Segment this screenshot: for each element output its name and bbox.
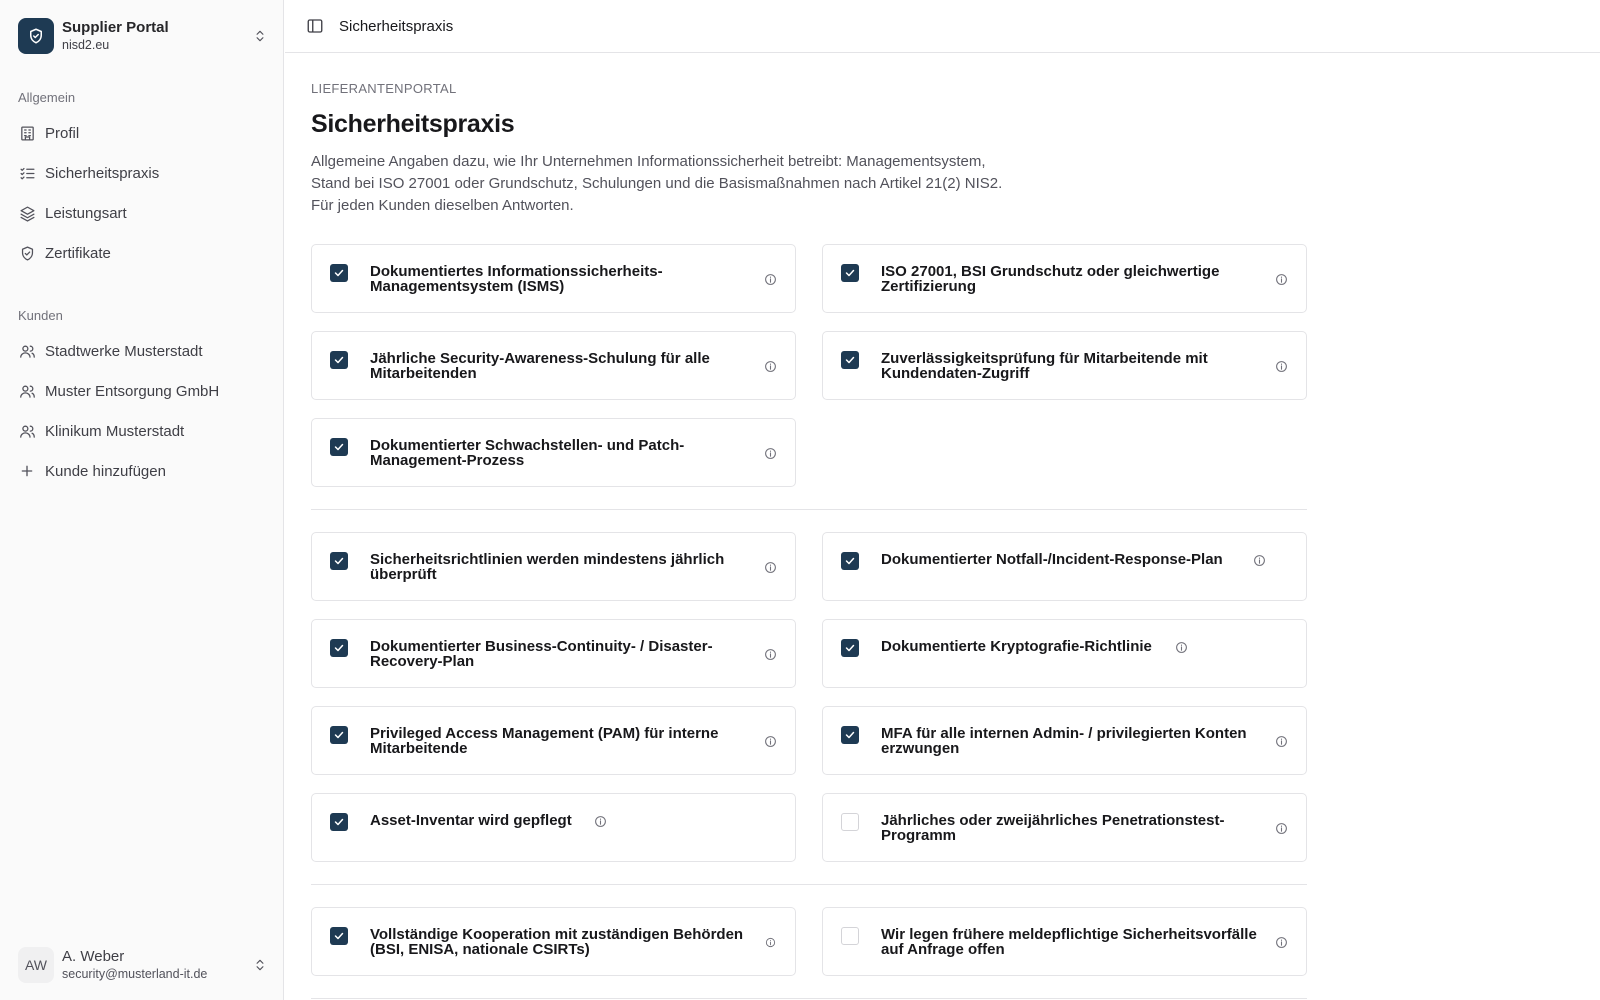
practice-checkbox-awareness[interactable]	[311, 331, 796, 400]
practice-checkbox-policy-review[interactable]	[311, 532, 796, 601]
practice-label: Dokumentiertes Informationssicherheits-Managementsystem (ISMS)	[370, 263, 663, 295]
practice-label: Zuverlässigkeitsprüfung für Mitarbeitende mit Kundendaten-Zugriff	[881, 350, 1208, 382]
sidebar-item-sicherheitspraxis[interactable]	[10, 156, 272, 190]
checkbox-unchecked-icon[interactable]	[841, 927, 859, 945]
info-icon[interactable]	[763, 935, 777, 949]
shield-logo-icon	[18, 18, 54, 54]
users-icon	[18, 422, 36, 440]
info-icon[interactable]	[763, 272, 777, 286]
info-icon[interactable]	[763, 647, 777, 661]
checkbox-unchecked-icon[interactable]	[841, 813, 859, 831]
workspace-switcher[interactable]	[18, 17, 268, 55]
checkbox-checked-icon[interactable]	[330, 438, 348, 456]
practice-checkbox-screening[interactable]	[822, 331, 1307, 400]
info-icon[interactable]	[1274, 359, 1288, 373]
sidebar-item-klinikum-musterstadt[interactable]	[10, 414, 272, 448]
practice-checkbox-crypto-policy[interactable]	[822, 619, 1307, 688]
description-line: Allgemeine Angaben dazu, wie Ihr Unternehmen Informationssicherheit betreibt: Managementsystem,	[311, 153, 986, 170]
chevrons-up-down-icon	[252, 957, 268, 973]
sidebar-item-stadtwerke-musterstadt[interactable]	[10, 334, 272, 368]
users-icon	[18, 342, 36, 360]
practice-label: Dokumentierter Business-Continuity- / Disaster-Recovery-Plan	[370, 638, 713, 670]
sidebar-item-label: Sicherheitspraxis	[45, 164, 160, 182]
checkbox-checked-icon[interactable]	[330, 639, 348, 657]
info-icon[interactable]	[763, 359, 777, 373]
practice-checkbox-authority-cooperation[interactable]	[311, 907, 796, 976]
checkbox-checked-icon[interactable]	[841, 552, 859, 570]
group-label-customers: Kunden	[18, 308, 63, 323]
info-icon[interactable]	[763, 734, 777, 748]
checkbox-checked-icon[interactable]	[841, 639, 859, 657]
sidebar-item-profil[interactable]	[10, 116, 272, 150]
practice-label: Vollständige Kooperation mit zuständigen Behörden (BSI, ENISA, nationale CSIRTs)	[370, 926, 744, 958]
practice-label: Asset-Inventar wird gepflegt	[370, 812, 572, 829]
practice-checkbox-pentest[interactable]	[822, 793, 1307, 862]
sidebar-toggle-icon[interactable]	[304, 15, 326, 37]
page-title: Sicherheitspraxis	[311, 110, 515, 138]
sidebar-item-label: Leistungsart	[45, 204, 127, 222]
practice-checkbox-incident-response[interactable]	[822, 532, 1307, 601]
page-eyebrow: LIEFERANTENPORTAL	[311, 81, 457, 96]
info-icon[interactable]	[1174, 640, 1188, 654]
sidebar-item-zertifikate[interactable]	[10, 236, 272, 270]
practice-label: MFA für alle internen Admin- / privilegierten Konten erzwungen	[881, 725, 1247, 757]
sidebar-item-muster-entsorgung[interactable]	[10, 374, 272, 408]
practice-checkbox-bcm-dr[interactable]	[311, 619, 796, 688]
practice-checkbox-patch-management[interactable]	[311, 418, 796, 487]
sidebar-item-label: Kunde hinzufügen	[45, 462, 166, 480]
sidebar-item-label: Profil	[45, 124, 80, 142]
info-icon[interactable]	[1274, 734, 1288, 748]
checkbox-checked-icon[interactable]	[841, 351, 859, 369]
practice-checkbox-incident-disclosure[interactable]	[822, 907, 1307, 976]
sidebar-item-label: Zertifikate	[45, 244, 111, 262]
practice-label: Jährliches oder zweijährliches Penetrationstest-Programm	[881, 812, 1225, 844]
user-menu[interactable]	[18, 945, 268, 985]
checkbox-checked-icon[interactable]	[841, 264, 859, 282]
users-icon	[18, 382, 36, 400]
practice-label: Privileged Access Management (PAM) für interne Mitarbeitende	[370, 725, 719, 757]
user-name: A. Weber	[62, 948, 125, 965]
practice-checkbox-iso27001[interactable]	[822, 244, 1307, 313]
checkbox-checked-icon[interactable]	[330, 552, 348, 570]
description-line: Für jeden Kunden dieselben Antworten.	[311, 197, 574, 214]
checkbox-checked-icon[interactable]	[330, 264, 348, 282]
info-icon[interactable]	[1252, 553, 1266, 567]
plus-icon	[18, 462, 36, 480]
breadcrumb: Sicherheitspraxis	[339, 17, 454, 35]
brand-title: Supplier Portal	[62, 19, 169, 36]
avatar: AW	[18, 947, 54, 983]
building-icon	[18, 124, 36, 142]
section-divider	[311, 884, 1307, 885]
info-icon[interactable]	[1274, 821, 1288, 835]
checkbox-checked-icon[interactable]	[330, 726, 348, 744]
practice-label: Sicherheitsrichtlinien werden mindestens jährlich überprüft	[370, 551, 725, 583]
shield-check-icon	[18, 244, 36, 262]
group-label-general: Allgemein	[18, 90, 76, 105]
chevrons-up-down-icon	[252, 28, 268, 44]
practice-label: Wir legen frühere meldepflichtige Sicherheitsvorfälle auf Anfrage offen	[881, 926, 1257, 958]
practice-label: ISO 27001, BSI Grundschutz oder gleichwertige Zertifizierung	[881, 263, 1220, 295]
description-line: Stand bei ISO 27001 oder Grundschutz, Schulungen und die Basismaßnahmen nach Artikel 21(2) NIS2.	[311, 175, 1003, 192]
info-icon[interactable]	[1274, 272, 1288, 286]
practice-label: Dokumentierter Schwachstellen- und Patch-Management-Prozess	[370, 437, 685, 469]
sidebar-item-label: Muster Entsorgung GmbH	[45, 382, 220, 400]
section-divider	[311, 509, 1307, 510]
practice-checkbox-isms[interactable]	[311, 244, 796, 313]
checkbox-checked-icon[interactable]	[330, 927, 348, 945]
info-icon[interactable]	[763, 446, 777, 460]
user-email: security@musterland-it.de	[62, 967, 208, 981]
layers-icon	[18, 204, 36, 222]
checkbox-checked-icon[interactable]	[330, 351, 348, 369]
brand-subtitle: nisd2.eu	[62, 38, 110, 52]
sidebar-item-label: Stadtwerke Musterstadt	[45, 342, 203, 360]
sidebar	[0, 0, 284, 1000]
practice-label: Dokumentierte Kryptografie-Richtlinie	[881, 638, 1152, 655]
sidebar-item-leistungsart[interactable]	[10, 196, 272, 230]
info-icon[interactable]	[763, 560, 777, 574]
checkbox-checked-icon[interactable]	[330, 813, 348, 831]
practice-checkbox-asset-inventory[interactable]	[311, 793, 796, 862]
topbar	[285, 0, 1600, 53]
add-customer-button[interactable]	[10, 454, 272, 488]
info-icon[interactable]	[1274, 935, 1288, 949]
practice-checkbox-mfa[interactable]	[822, 706, 1307, 775]
section-divider	[311, 998, 1307, 999]
checkbox-checked-icon[interactable]	[841, 726, 859, 744]
info-icon[interactable]	[593, 814, 607, 828]
checklist-icon	[18, 164, 36, 182]
practice-label: Dokumentierter Notfall-/Incident-Response-Plan	[881, 551, 1223, 568]
page-description	[311, 151, 1071, 217]
practice-checkbox-pam[interactable]	[311, 706, 796, 775]
practice-label: Jährliche Security-Awareness-Schulung für alle Mitarbeitenden	[370, 350, 710, 382]
sidebar-item-label: Klinikum Musterstadt	[45, 422, 185, 440]
